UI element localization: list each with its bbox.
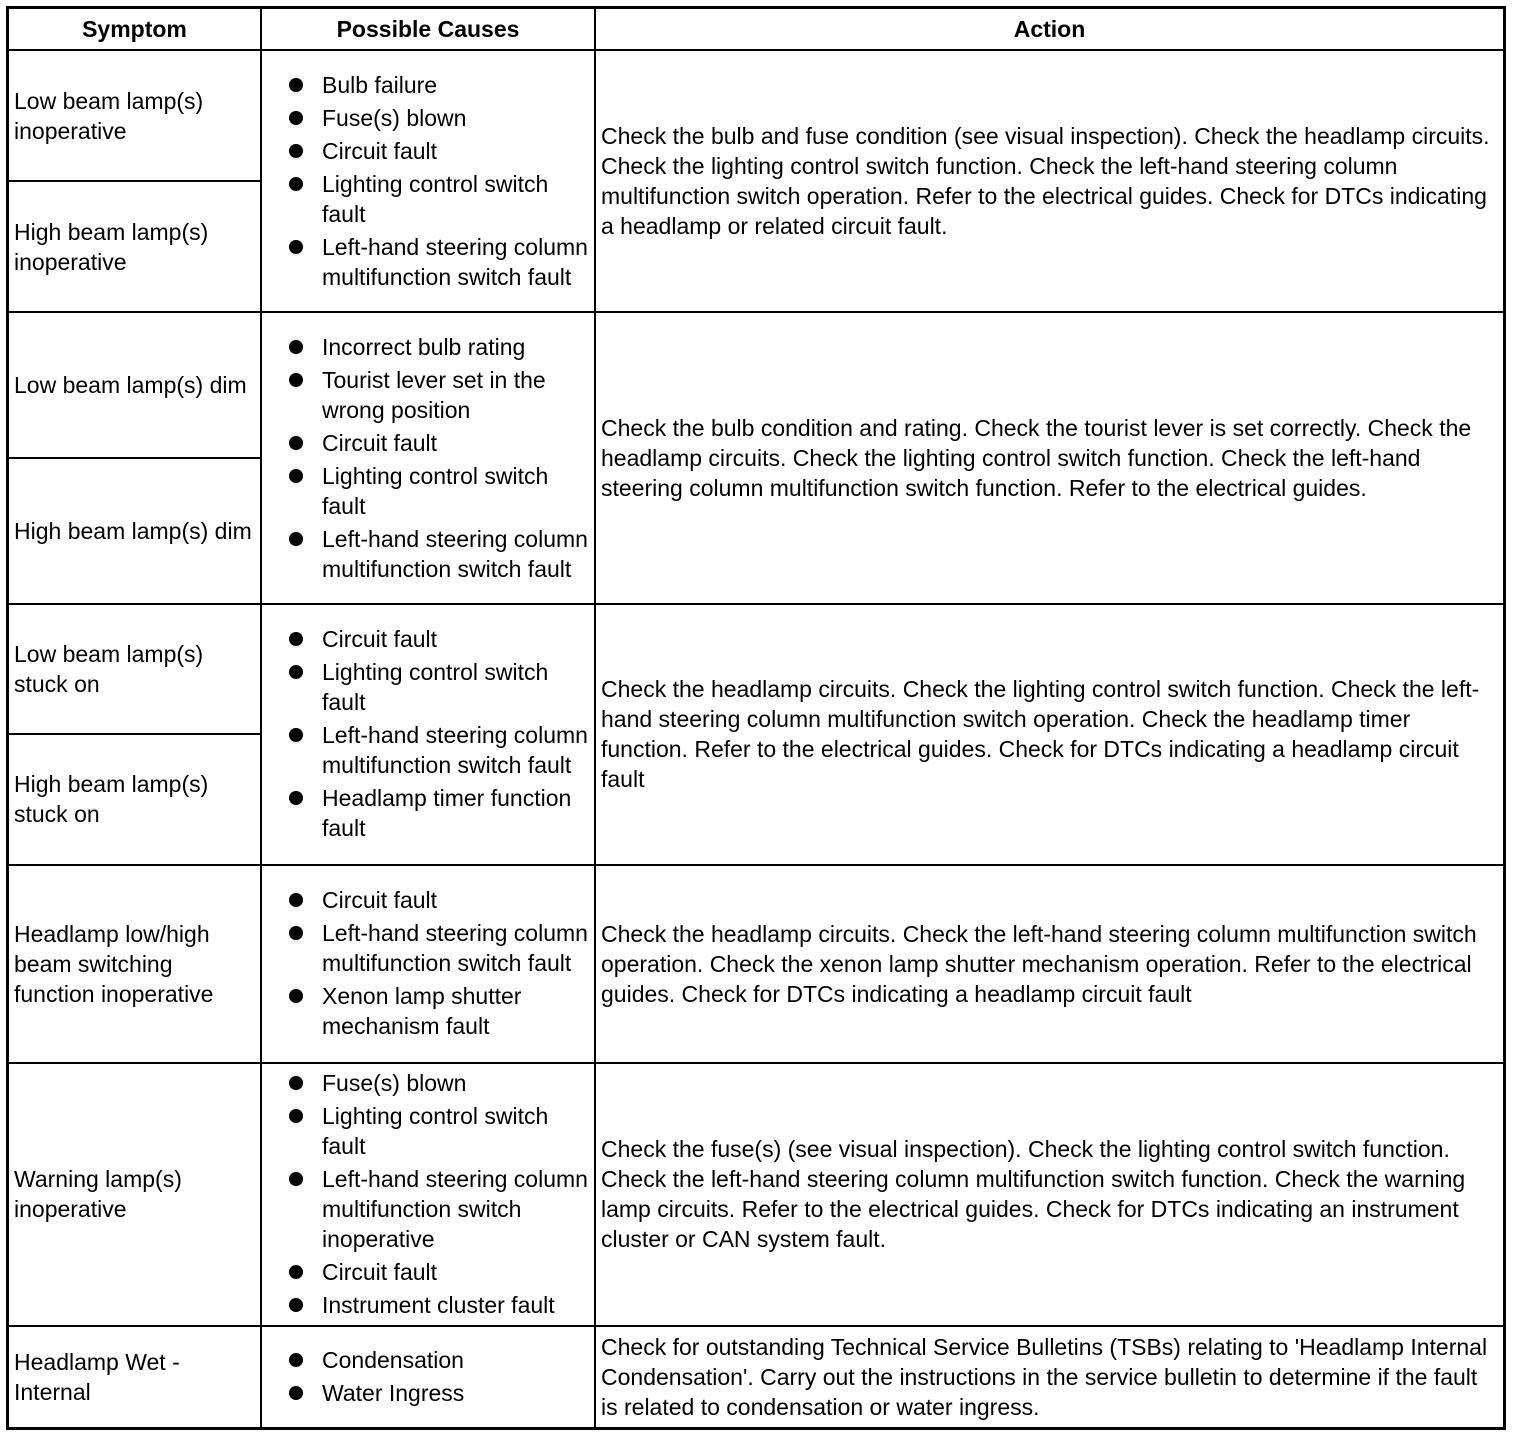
- symptom-cell: High beam lamp(s) inoperative: [9, 181, 261, 312]
- table-row: [9, 50, 1503, 181]
- cause-item: Lighting control switch fault: [267, 1101, 589, 1161]
- diagnosis-table: [9, 9, 1503, 1427]
- cause-list: [267, 1345, 589, 1408]
- action-cell: Check the fuse(s) (see visual inspection). Check the lighting control switch function. Check the left-hand steering column multifunction switch function. Check the warning lamp circuits. Refer to the electrical guides. Check for DTCs indicating an instrument cluster or CAN system fault.: [595, 1063, 1503, 1326]
- cause-item: Tourist lever set in the wrong position: [267, 365, 589, 425]
- header-symptom: Symptom: [9, 9, 261, 50]
- causes-cell: [261, 604, 595, 864]
- cause-list: [267, 885, 589, 1041]
- symptom-cell: Warning lamp(s) inoperative: [9, 1063, 261, 1326]
- cause-item: Left-hand steering column multifunction switch fault: [267, 524, 589, 584]
- cause-item: Xenon lamp shutter mechanism fault: [267, 981, 589, 1041]
- cause-item: Instrument cluster fault: [267, 1290, 589, 1320]
- symptom-chart: [6, 6, 1506, 1430]
- cause-list: [267, 1068, 589, 1320]
- action-cell: Check the headlamp circuits. Check the lighting control switch function. Check the left-hand steering column multifunction switch operation. Check the headlamp timer function. Refer to the electrical guides. Check for DTCs indicating a headlamp circuit fault: [595, 604, 1503, 864]
- cause-item: Left-hand steering column multifunction switch fault: [267, 232, 589, 292]
- cause-item: Circuit fault: [267, 136, 589, 166]
- symptom-cell: Low beam lamp(s) stuck on: [9, 604, 261, 734]
- cause-list: [267, 332, 589, 584]
- causes-cell: [261, 1326, 595, 1427]
- cause-list: [267, 70, 589, 292]
- action-cell: Check for outstanding Technical Service Bulletins (TSBs) relating to 'Headlamp Internal Condensation'. Carry out the instructions in the service bulletin to determine if the fault is related to condensation or water ingress.: [595, 1326, 1503, 1427]
- cause-item: Lighting control switch fault: [267, 657, 589, 717]
- cause-item: Circuit fault: [267, 885, 589, 915]
- symptom-cell: Low beam lamp(s) inoperative: [9, 50, 261, 181]
- table-row: [9, 1063, 1503, 1326]
- cause-list: [267, 624, 589, 843]
- causes-cell: [261, 865, 595, 1063]
- cause-item: Fuse(s) blown: [267, 103, 589, 133]
- symptom-cell: High beam lamp(s) stuck on: [9, 734, 261, 864]
- cause-item: Condensation: [267, 1345, 589, 1375]
- action-cell: Check the bulb and fuse condition (see visual inspection). Check the headlamp circuits. Check the lighting control switch function. Check the left-hand steering column multifunction switch operation. Refer to the electrical guides. Check for DTCs indicating a headlamp or related circuit fault.: [595, 50, 1503, 312]
- symptom-cell: Headlamp Wet - Internal: [9, 1326, 261, 1427]
- header-row: [9, 9, 1503, 50]
- cause-item: Left-hand steering column multifunction switch inoperative: [267, 1164, 589, 1254]
- symptom-cell: Low beam lamp(s) dim: [9, 312, 261, 458]
- cause-item: Circuit fault: [267, 624, 589, 654]
- cause-item: Bulb failure: [267, 70, 589, 100]
- cause-item: Incorrect bulb rating: [267, 332, 589, 362]
- cause-item: Water Ingress: [267, 1378, 589, 1408]
- header-action: Action: [595, 9, 1503, 50]
- table-row: [9, 1326, 1503, 1427]
- table-row: [9, 312, 1503, 458]
- cause-item: Fuse(s) blown: [267, 1068, 589, 1098]
- cause-item: Headlamp timer function fault: [267, 783, 589, 843]
- cause-item: Circuit fault: [267, 1257, 589, 1287]
- action-cell: Check the headlamp circuits. Check the left-hand steering column multifunction switch operation. Check the xenon lamp shutter mechanism operation. Refer to the electrical guides. Check for DTCs indicating a headlamp circuit fault: [595, 865, 1503, 1063]
- cause-item: Lighting control switch fault: [267, 461, 589, 521]
- causes-cell: [261, 50, 595, 312]
- cause-item: Lighting control switch fault: [267, 169, 589, 229]
- symptom-cell: High beam lamp(s) dim: [9, 458, 261, 604]
- cause-item: Left-hand steering column multifunction switch fault: [267, 918, 589, 978]
- table-row: [9, 604, 1503, 734]
- causes-cell: [261, 312, 595, 604]
- symptom-cell: Headlamp low/high beam switching function inoperative: [9, 865, 261, 1063]
- action-cell: Check the bulb condition and rating. Check the tourist lever is set correctly. Check the headlamp circuits. Check the lighting control switch function. Check the left-hand steering column multifunction switch function. Refer to the electrical guides.: [595, 312, 1503, 604]
- cause-item: Left-hand steering column multifunction switch fault: [267, 720, 589, 780]
- table-row: [9, 865, 1503, 1063]
- causes-cell: [261, 1063, 595, 1326]
- cause-item: Circuit fault: [267, 428, 589, 458]
- header-possible-causes: Possible Causes: [261, 9, 595, 50]
